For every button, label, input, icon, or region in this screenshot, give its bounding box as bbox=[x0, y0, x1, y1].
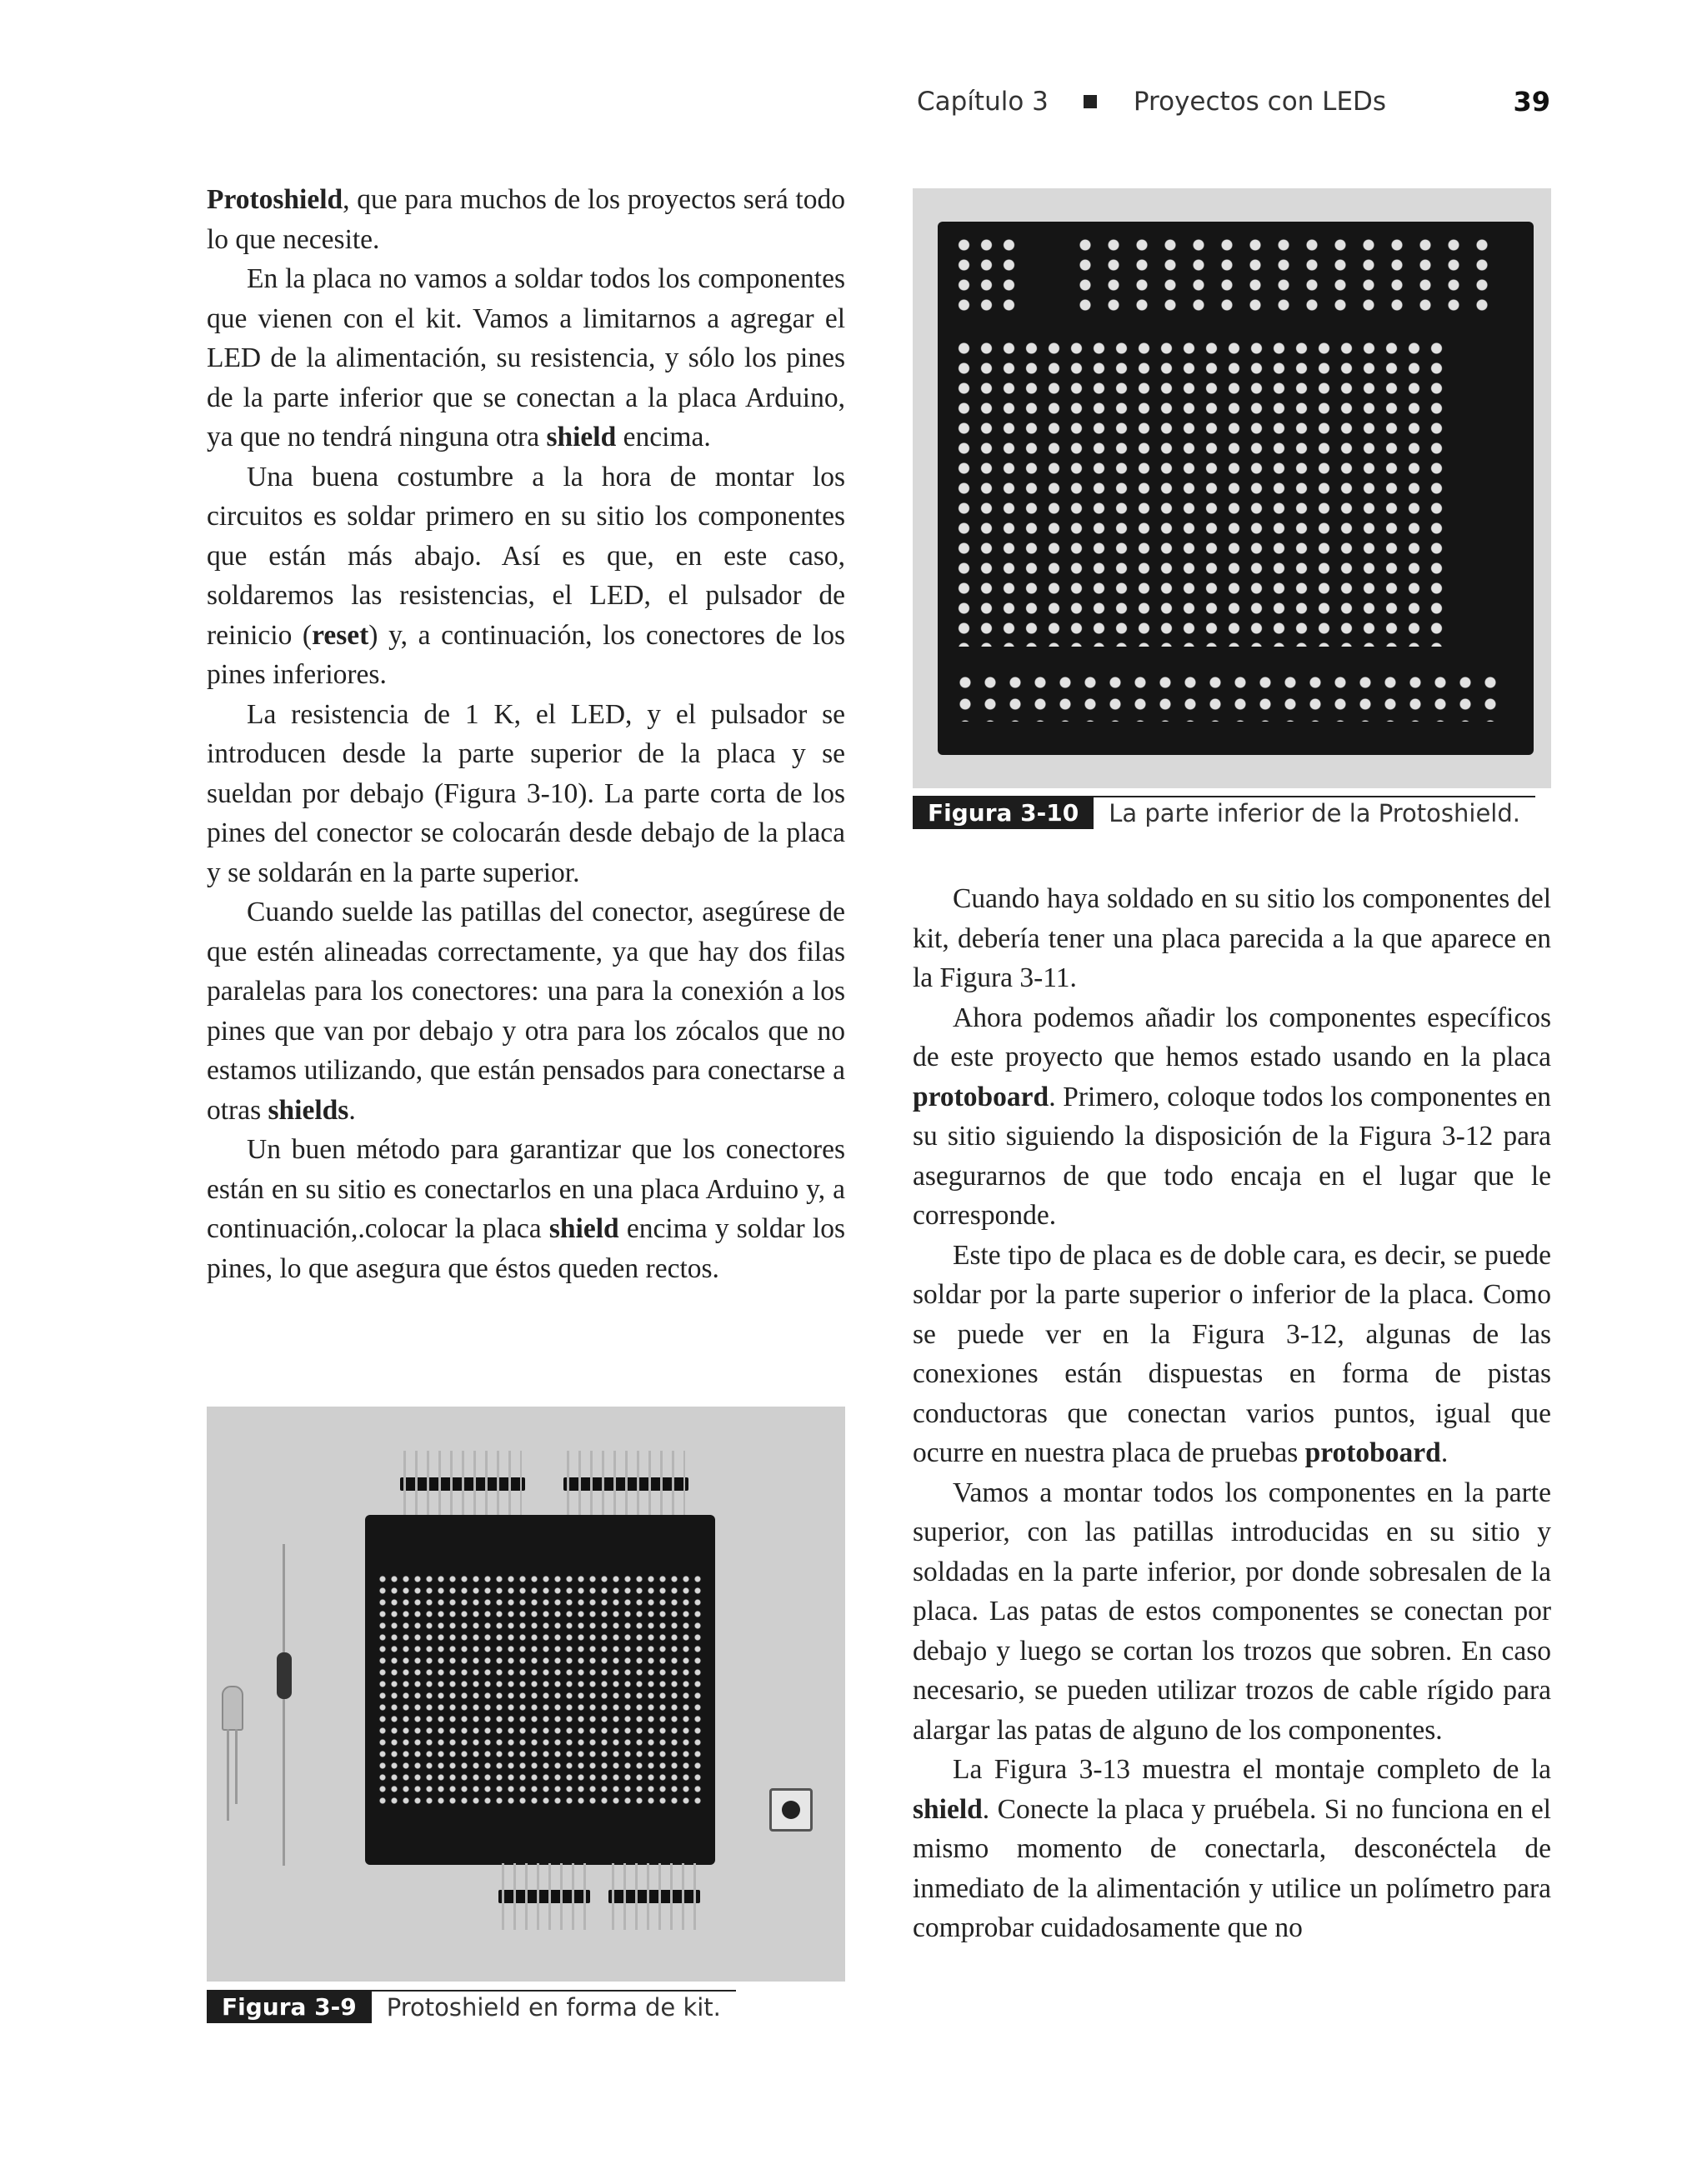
paragraph bbox=[207, 457, 845, 695]
figure-caption-text: Protoshield en forma de kit. bbox=[372, 1990, 736, 2023]
right-text-column bbox=[913, 879, 1551, 1948]
bold-term: shields bbox=[268, 1094, 349, 1126]
paragraph bbox=[207, 1130, 845, 1288]
paragraph-text: Este tipo de placa es de doble cara, es decir, se puede soldar por la parte superior o inferior de la placa. Como se puede ver en la Figura 3-12, algunas de las conexiones están dispuestas en forma de pistas conductoras que conectan varios puntos, igual que ocurre en nuestra placa de pruebas bbox=[913, 1239, 1551, 1468]
paragraph-text: Ahora podemos añadir los componentes específicos de este proyecto que hemos estado usando en la placa bbox=[913, 1002, 1551, 1072]
solder-pad-grid bbox=[953, 338, 1453, 647]
page-number: 39 bbox=[1513, 86, 1550, 117]
paragraph-text: La Figura 3-13 muestra el montaje completo de la bbox=[953, 1754, 1551, 1785]
solder-pad-grid bbox=[1071, 235, 1504, 315]
led-leg bbox=[227, 1729, 229, 1821]
paragraph bbox=[913, 1750, 1551, 1948]
paragraph-text: En la placa no vamos a soldar todos los componentes que vienen con el kit. Vamos a limitarnos a agregar el LED de la alimentación, su resistencia, y sólo los pines de la parte inferior que se conectan a la placa Arduino, ya que no tendrá ninguna otra bbox=[207, 263, 845, 452]
paragraph-text: , que para muchos de los proyectos será todo lo que necesite. bbox=[207, 184, 845, 255]
bold-term: Protoshield bbox=[207, 184, 343, 215]
paragraph-text: Una buena costumbre a la hora de montar los circuitos es soldar primero en su sitio los componentes que están más abajo. Así es que, en este caso, soldaremos las resistencias, el LED, el pulsador de reinicio ( bbox=[207, 461, 845, 651]
protoshield-underside-board bbox=[938, 222, 1534, 755]
led-leg bbox=[235, 1729, 238, 1804]
resistor-icon bbox=[277, 1652, 292, 1699]
resistor-wire bbox=[283, 1699, 285, 1866]
paragraph bbox=[913, 1236, 1551, 1473]
section-title: Proyectos con LEDs bbox=[1133, 87, 1387, 117]
header-pin-strip bbox=[498, 1890, 590, 1903]
paragraph: La resistencia de 1 K, el LED, y el pulsador se introducen desde la parte superior de la placa y se sueldan por debajo (Figura 3-10). La parte corta de los pines del conector se colocarán desde debajo de la placa y se soldarán en la parte superior. bbox=[207, 698, 845, 888]
paragraph-text: Un buen método para garantizar que los conectores están en su sitio es conectarlos en una placa Arduino y, a continuación,.colocar la placa bbox=[207, 1134, 845, 1244]
bold-term: reset bbox=[312, 619, 369, 651]
figure-label: Figura 3-9 bbox=[207, 1990, 372, 2023]
bold-term: shield bbox=[548, 1213, 619, 1244]
solder-pad-grid bbox=[377, 1573, 702, 1807]
paragraph-text: . Primero, coloque todos los componentes en su sitio siguiendo la disposición de la Figura 3-12 para asegurarnos de que todo encaja en el lugar que le corresponde. bbox=[913, 1081, 1551, 1231]
solder-pad-grid bbox=[953, 235, 1019, 315]
resistor-wire bbox=[283, 1544, 285, 1652]
paragraph-text: . Conecte la placa y pruébela. Si no funciona en el mismo momento de conectarla, desconéctela de inmediato de la alimentación y utilice un polímetro para comprobar cuidadosamente que no bbox=[913, 1793, 1551, 1943]
figure-3-10-photo bbox=[913, 188, 1551, 788]
paragraph-text: ) y, a continuación, los conectores de los pines inferiores. bbox=[207, 619, 845, 690]
paragraph: Vamos a montar todos los componentes en la parte superior, con las patillas introducidas en su sitio y soldadas en la parte inferior, por donde sobresalen de la placa. Las patas de estos componentes se conectan por debajo y luego se cortan los trozos que sobren. En caso necesario, se pueden utilizar trozos de cable rígido para alargar las patas de alguno de los componentes. bbox=[913, 1477, 1551, 1746]
protoshield-kit-board bbox=[365, 1515, 715, 1865]
paragraph-text: encima y soldar los pines, lo que asegura que éstos queden rectos. bbox=[207, 1213, 845, 1284]
figure-3-10-caption bbox=[913, 796, 1551, 829]
figure-caption-text: La parte inferior de la Protoshield. bbox=[1094, 796, 1535, 829]
paragraph-text: encima. bbox=[616, 422, 711, 452]
paragraph-text: Cuando suelde las patillas del conector, asegúrese de que estén alineadas correctamente, ya que hay dos filas paralelas para los conectores: una para la conexión a los pines que van por debajo y otra para los zócalos que no estamos utilizando, que están pensados para conectarse a otras bbox=[207, 897, 845, 1126]
header-pin-strip bbox=[400, 1477, 525, 1491]
led-icon bbox=[222, 1686, 243, 1731]
figure-3-9-caption bbox=[207, 1990, 845, 2023]
left-text-column bbox=[207, 180, 845, 1288]
bold-term: protoboard bbox=[1304, 1437, 1441, 1468]
paragraph-text: . bbox=[1440, 1437, 1449, 1468]
paragraph bbox=[913, 998, 1551, 1236]
paragraph bbox=[207, 259, 845, 457]
figure-3-9-photo bbox=[207, 1407, 845, 1982]
header-pin-strip bbox=[608, 1890, 700, 1903]
running-header bbox=[917, 77, 1550, 127]
paragraph bbox=[207, 180, 845, 259]
paragraph: Cuando haya soldado en su sitio los componentes del kit, debería tener una placa parecida a la que aparece en la Figura 3-11. bbox=[913, 883, 1551, 993]
bold-term: protoboard bbox=[913, 1081, 1049, 1112]
pushbutton-icon bbox=[769, 1788, 813, 1832]
paragraph bbox=[207, 892, 845, 1130]
header-pin-strip bbox=[563, 1477, 688, 1491]
bold-term: shield bbox=[546, 422, 617, 452]
chapter-title: Capítulo 3 bbox=[917, 87, 1049, 117]
figure-label: Figura 3-10 bbox=[913, 796, 1094, 829]
bold-term: shield bbox=[913, 1793, 983, 1825]
paragraph-text: . bbox=[348, 1094, 356, 1126]
solder-pad-grid bbox=[953, 672, 1503, 722]
separator-square-icon bbox=[1084, 95, 1097, 108]
